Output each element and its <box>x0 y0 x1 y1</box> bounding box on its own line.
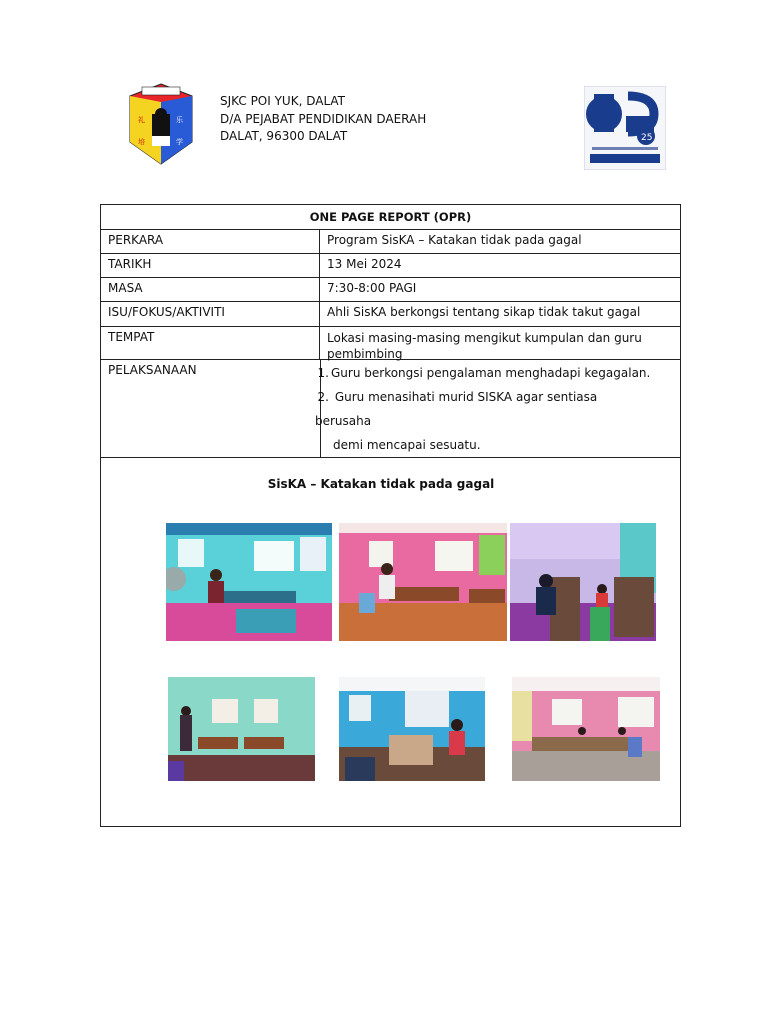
svg-text:学: 学 <box>176 138 183 146</box>
value-perkara: Program SisKA – Katakan tidak pada gagal <box>327 233 582 247</box>
opr-table <box>100 204 681 827</box>
classroom-photo-1 <box>166 523 332 641</box>
classroom-photo-6 <box>512 677 660 781</box>
label-pelaksanaan: PELAKSANAAN <box>108 363 197 377</box>
classroom-photo-2 <box>339 523 507 641</box>
list-item: 1. Guru berkongsi pengalaman menghadapi kegagalan. <box>317 366 651 380</box>
report-title: ONE PAGE REPORT (OPR) <box>309 210 472 224</box>
value-isu: Ahli SisKA berkongsi tentang sikap tidak takut gagal <box>327 305 641 319</box>
label-masa: MASA <box>101 278 320 301</box>
svg-text:乐: 乐 <box>176 116 183 124</box>
list-item-continuation: demi mencapai sesuatu. <box>333 438 481 452</box>
photo-section-title: SisKA – Katakan tidak pada gagal <box>267 477 495 491</box>
address-line-3: DALAT, 96300 DALAT <box>220 129 348 143</box>
label-perkara: PERKARA <box>101 230 320 253</box>
school-address <box>220 93 426 146</box>
value-masa: 7:30-8:00 PAGI <box>327 281 417 295</box>
photo-section <box>101 457 680 826</box>
list-item: 2. Guru menasihati murid SISKA agar sentiasa berusaha <box>315 390 598 428</box>
value-pelaksanaan <box>315 360 680 457</box>
svg-text:25: 25 <box>641 133 653 143</box>
label-tarikh: TARIKH <box>101 254 320 277</box>
school-crest-logo <box>128 82 194 166</box>
label-tempat: TEMPAT <box>101 327 320 359</box>
label-isu: ISU/FOKUS/AKTIVITI <box>101 302 320 326</box>
school-name: SJKC POI YUK, DALAT <box>220 94 346 108</box>
row-isu <box>101 301 680 326</box>
ministry-25-logo <box>584 86 666 170</box>
row-tempat <box>101 326 680 359</box>
pelaksanaan-list <box>315 361 655 457</box>
svg-text:培: 培 <box>138 138 145 146</box>
classroom-photo-5 <box>339 677 485 781</box>
svg-text:礼: 礼 <box>138 116 145 124</box>
row-pelaksanaan <box>101 359 680 457</box>
value-tarikh: 13 Mei 2024 <box>327 257 402 271</box>
row-tarikh <box>101 253 680 277</box>
row-perkara <box>101 229 680 253</box>
classroom-photo-3 <box>510 523 656 641</box>
row-masa <box>101 277 680 301</box>
value-tempat: Lokasi masing-masing mengikut kumpulan dan guru pembimbing <box>327 331 642 361</box>
address-line-2: D/A PEJABAT PENDIDIKAN DAERAH <box>220 111 427 126</box>
classroom-photo-4 <box>168 677 315 781</box>
